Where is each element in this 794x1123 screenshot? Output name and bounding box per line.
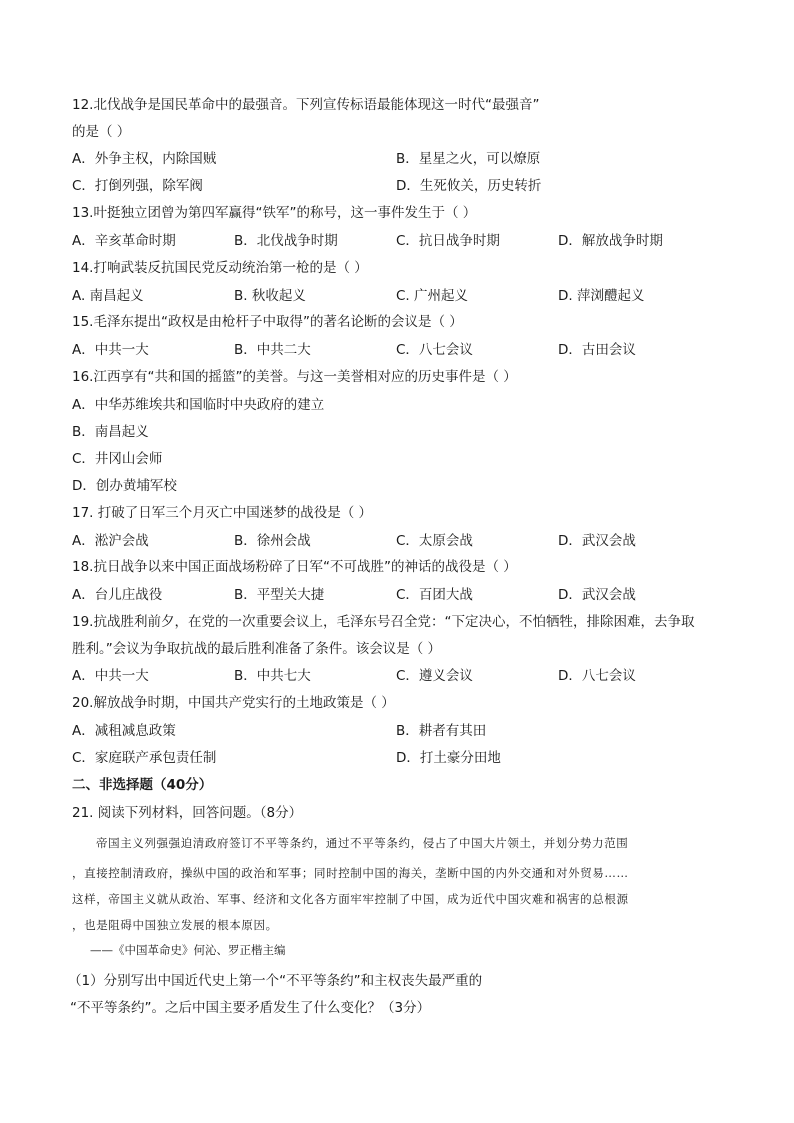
section-heading: 二、非选择题（40分） xyxy=(72,777,213,793)
q15-option-c: C．八七会议 xyxy=(396,342,473,358)
q17-option-a: A．淞沪会战 xyxy=(72,533,149,549)
q12-stem-cont: 的是（ ） xyxy=(72,124,131,140)
q19-option-c: C．遵义会议 xyxy=(396,668,473,684)
q20-option-d: D．打土豪分田地 xyxy=(396,750,501,766)
q16-stem: 16.江西享有“共和国的摇篮”的美誉。与这一美誉相对应的历史事件是（ ） xyxy=(72,369,517,385)
q18-option-a: A．台儿庄战役 xyxy=(72,587,163,603)
q18-stem: 18.抗日战争以来中国正面战场粉碎了日军“不可战胜”的神话的战役是（ ） xyxy=(72,559,517,575)
q20-option-c: C．家庭联产承包责任制 xyxy=(72,750,217,766)
q14-option-a: A. 南昌起义 xyxy=(72,288,144,304)
q13-stem: 13.叶挺独立团曾为第四军赢得“铁军”的称号，这一事件发生于（ ） xyxy=(72,205,477,221)
q16-option-a: A．中华苏维埃共和国临时中央政府的建立 xyxy=(72,397,325,413)
q14-option-d: D. 萍浏醴起义 xyxy=(558,288,645,304)
q19-stem: 19.抗战胜利前夕，在党的一次重要会议上，毛泽东号召全党：“下定决心，不怕牺牲，排除困难，去争取 xyxy=(72,614,695,630)
q15-option-b: B．中共二大 xyxy=(234,342,311,358)
q16-option-c: C．井冈山会师 xyxy=(72,451,163,467)
q17-stem: 17. 打破了日军三个月灭亡中国迷梦的战役是（ ） xyxy=(72,505,373,521)
q20-option-a: A．减租减息政策 xyxy=(72,723,176,739)
q21-material-line-4: ，也是阻碍中国独立发展的根本原因。 xyxy=(72,918,278,932)
q18-option-d: D．武汉会战 xyxy=(558,587,636,603)
q21-material-line-1: 帝国主义列强强迫清政府签订不平等条约，通过不平等条约，侵占了中国大片领土，并划分势力范围 xyxy=(96,836,629,850)
q16-option-b: B．南昌起义 xyxy=(72,424,149,440)
q19-stem-cont: 胜利。”会议为争取抗战的最后胜利准备了条件。该会议是（ ） xyxy=(72,641,442,657)
q21-material-line-2: ，直接控制清政府，操纵中国的政治和军事；同时控制中国的海关，垄断中国的内外交通和对外贸易…… xyxy=(72,866,629,880)
q12-stem: 12.北伐战争是国民革命中的最强音。下列宣传标语最能体现这一时代“最强音” xyxy=(72,97,540,113)
q14-option-c: C. 广州起义 xyxy=(396,288,469,304)
q21-sub1-line-1: （1）分别写出中国近代史上第一个“不平等条约”和主权丧失最严重的 xyxy=(68,973,483,989)
q12-option-d: D．生死攸关，历史转折 xyxy=(396,178,542,194)
q15-stem: 15.毛泽东提出“政权是由枪杆子中取得”的著名论断的会议是（ ） xyxy=(72,314,463,330)
q15-option-d: D．古田会议 xyxy=(558,342,636,358)
q17-option-d: D．武汉会战 xyxy=(558,533,636,549)
q21-sub1-line-2: “不平等条约”。之后中国主要矛盾发生了什么变化？（3分） xyxy=(70,1000,431,1016)
q19-option-a: A．中共一大 xyxy=(72,668,149,684)
q21-source: ——《中国革命史》何沁、罗正楷主编 xyxy=(90,943,286,957)
q17-option-b: B．徐州会战 xyxy=(234,533,311,549)
q16-option-d: D．创办黄埔军校 xyxy=(72,478,177,494)
q21-material-line-3: 这样，帝国主义就从政治、军事、经济和文化各方面牢牢控制了中国，成为近代中国灾难和祸害的总根源 xyxy=(72,892,629,906)
q19-option-d: D．八七会议 xyxy=(558,668,636,684)
q15-option-a: A．中共一大 xyxy=(72,342,149,358)
q20-stem: 20.解放战争时期，中国共产党实行的土地政策是（ ） xyxy=(72,695,395,711)
q20-option-b: B．耕者有其田 xyxy=(396,723,487,739)
q13-option-a: A．辛亥革命时期 xyxy=(72,233,176,249)
q14-stem: 14.打响武装反抗国民党反动统治第一枪的是（ ） xyxy=(72,260,368,276)
q13-option-d: D．解放战争时期 xyxy=(558,233,663,249)
q13-option-b: B．北伐战争时期 xyxy=(234,233,338,249)
q17-option-c: C．太原会战 xyxy=(396,533,473,549)
q14-option-b: B. 秋收起义 xyxy=(234,288,306,304)
q19-option-b: B．中共七大 xyxy=(234,668,311,684)
q12-option-a: A．外争主权，内除国贼 xyxy=(72,151,217,167)
q13-option-c: C．抗日战争时期 xyxy=(396,233,500,249)
q12-option-b: B．星星之火，可以燎原 xyxy=(396,151,541,167)
q18-option-c: C．百团大战 xyxy=(396,587,473,603)
q18-option-b: B．平型关大捷 xyxy=(234,587,325,603)
q21-stem: 21. 阅读下列材料，回答问题。（8分） xyxy=(72,805,303,821)
q12-option-c: C．打倒列强，除军阀 xyxy=(72,178,203,194)
